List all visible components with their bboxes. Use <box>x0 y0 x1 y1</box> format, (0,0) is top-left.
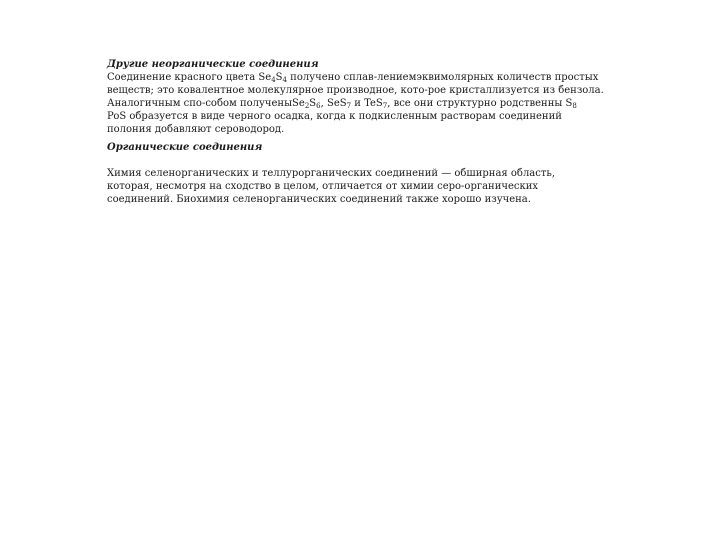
subscript: 7 <box>382 102 388 110</box>
text-run: веществ; это ковалентное молекулярное производное, кото-рое кристаллизуется из бензола. <box>107 85 604 96</box>
text-run: соединений. Биохимия селенорганических соединений также хорошо изучена. <box>107 194 531 205</box>
paragraph-inorganic <box>107 71 604 136</box>
text-run: Аналогичным спо-собом полученыSe <box>107 98 305 109</box>
subscript: 6 <box>316 102 321 110</box>
text-line <box>107 110 587 123</box>
subscript: 4 <box>271 76 276 84</box>
text-line <box>107 123 587 136</box>
subscript: 4 <box>282 76 287 84</box>
subscript: 7 <box>346 102 352 110</box>
text-line <box>107 84 604 97</box>
text-line <box>107 193 587 206</box>
text-run: которая, несмотря на сходство в целом, отличается от химии серо-органических <box>107 181 539 192</box>
text-run: Соединение красного цвета Se <box>107 72 272 83</box>
subscript: 2 <box>304 102 310 110</box>
text-run: PoS образуется в виде черного осадка, когда к подкисленным растворам соединений <box>107 111 562 122</box>
text-line <box>107 167 587 180</box>
section-heading-inorganic: Другие неорганические соединения <box>107 59 319 70</box>
text-run: Химия селенорганических и теллурорганических соединений — обширная область, <box>107 168 556 179</box>
text-run: и TeS <box>351 98 383 109</box>
document-page <box>107 58 604 206</box>
text-line <box>107 97 587 110</box>
section-heading-organic: Органические соединения <box>107 142 263 153</box>
text-run: , SeS <box>320 98 347 109</box>
subscript: 8 <box>572 102 577 110</box>
text-run: , все они структурно родственны S <box>387 98 573 109</box>
text-line <box>107 71 599 84</box>
text-run: получено сплав-лениемэквимолярных количеств простых <box>286 72 599 83</box>
text-line <box>107 180 587 193</box>
text-run: S <box>275 72 283 83</box>
paragraph-organic <box>107 167 587 206</box>
text-run: S <box>309 98 317 109</box>
text-run: полония добавляют сероводород. <box>107 124 285 135</box>
